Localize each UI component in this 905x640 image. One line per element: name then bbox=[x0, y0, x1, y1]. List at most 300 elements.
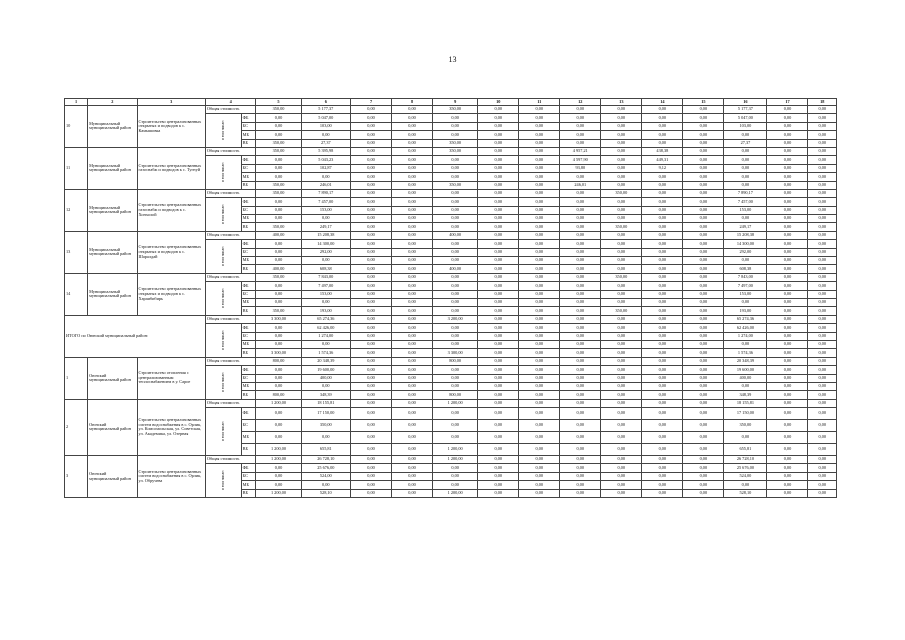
value-cell: 0,00 bbox=[808, 257, 837, 265]
funding-source-bs: БС bbox=[241, 420, 256, 432]
value-cell: 0,00 bbox=[560, 215, 601, 223]
value-cell: 0,00 bbox=[683, 382, 724, 390]
value-cell: 0,00 bbox=[433, 332, 478, 340]
value-cell: 0,00 bbox=[683, 340, 724, 348]
value-cell: 524,00 bbox=[301, 472, 350, 480]
value-cell: 0,00 bbox=[560, 223, 601, 231]
value-cell: 0,00 bbox=[519, 456, 560, 464]
value-cell: 0,00 bbox=[601, 432, 642, 444]
value-cell: 7 457,00 bbox=[724, 198, 767, 206]
value-cell: 0,00 bbox=[256, 215, 301, 223]
value-cell: 0,00 bbox=[601, 122, 642, 130]
value-cell: 0,00 bbox=[392, 164, 433, 172]
value-cell: 19 600,00 bbox=[724, 366, 767, 374]
value-cell: 0,00 bbox=[256, 432, 301, 444]
value-cell: 0,00 bbox=[256, 298, 301, 306]
value-cell: 5 047,00 bbox=[724, 114, 767, 122]
value-cell: 0,00 bbox=[724, 432, 767, 444]
value-cell: 0,00 bbox=[519, 206, 560, 214]
value-cell: 0,00 bbox=[767, 315, 808, 323]
value-cell: 1 200,00 bbox=[433, 489, 478, 497]
value-cell: 0,00 bbox=[519, 248, 560, 256]
value-cell: 0,00 bbox=[519, 290, 560, 298]
value-cell: 0,00 bbox=[560, 198, 601, 206]
value-cell: 0,00 bbox=[560, 173, 601, 181]
row-number: 13 bbox=[65, 231, 88, 273]
value-cell: 0,00 bbox=[808, 248, 837, 256]
value-cell: 0,00 bbox=[724, 340, 767, 348]
value-cell: 19 600,00 bbox=[301, 366, 350, 374]
value-cell: 0,00 bbox=[767, 122, 808, 130]
value-cell: 0,00 bbox=[642, 357, 683, 365]
value-cell: 0,00 bbox=[683, 231, 724, 239]
value-cell: 0,00 bbox=[601, 489, 642, 497]
value-cell: 7 843,00 bbox=[724, 273, 767, 281]
total-cost-label: Общая стоимость bbox=[205, 189, 255, 197]
value-cell: 103,00 bbox=[724, 122, 767, 130]
value-cell: 0,00 bbox=[767, 349, 808, 357]
value-cell: 0,00 bbox=[683, 164, 724, 172]
value-cell: 350,00 bbox=[256, 189, 301, 197]
total-label: ИТОГО по Оюнский муниципальный район: bbox=[65, 315, 206, 357]
value-cell: 0,00 bbox=[601, 198, 642, 206]
value-cell: 0,00 bbox=[642, 444, 683, 456]
value-cell: 0,00 bbox=[301, 382, 350, 390]
value-cell: 0,00 bbox=[601, 374, 642, 382]
value-cell: 0,00 bbox=[256, 206, 301, 214]
value-cell: 0,00 bbox=[808, 456, 837, 464]
value-cell: 350,00 bbox=[433, 139, 478, 147]
row-number: 10 bbox=[65, 106, 88, 148]
value-cell: 0,00 bbox=[392, 374, 433, 382]
value-cell: 0,00 bbox=[767, 257, 808, 265]
including-text: в том числе: bbox=[221, 371, 226, 392]
value-cell: 0,00 bbox=[560, 481, 601, 489]
value-cell: 0,00 bbox=[642, 399, 683, 407]
value-cell: 0,00 bbox=[392, 156, 433, 164]
value-cell: 0,00 bbox=[683, 464, 724, 472]
value-cell: 0,00 bbox=[601, 131, 642, 139]
value-cell: 0,00 bbox=[683, 324, 724, 332]
value-cell: 0,00 bbox=[560, 472, 601, 480]
including-label bbox=[205, 114, 241, 148]
including-text: в том числе: bbox=[221, 245, 226, 266]
value-cell: 0,00 bbox=[351, 340, 392, 348]
value-cell: 0,00 bbox=[683, 391, 724, 399]
value-cell: 7 457,00 bbox=[301, 198, 350, 206]
value-cell: 0,00 bbox=[392, 340, 433, 348]
project-name: Строительство централизованных систем водоснабжения в с. Орлик, ул. Комсомольская, ул. Советская, ул. Академика, ул. Озерная bbox=[137, 399, 205, 455]
value-cell: 0,00 bbox=[601, 444, 642, 456]
row-number: 2 bbox=[65, 399, 88, 455]
value-cell: 0,00 bbox=[478, 391, 519, 399]
value-cell: 0,00 bbox=[683, 223, 724, 231]
value-cell: 350,00 bbox=[256, 181, 301, 189]
funding-source-bs: БС bbox=[241, 248, 256, 256]
value-cell: 0,00 bbox=[808, 489, 837, 497]
value-cell: 0,00 bbox=[642, 257, 683, 265]
value-cell: 7 497,00 bbox=[724, 282, 767, 290]
value-cell: 0,00 bbox=[256, 340, 301, 348]
value-cell: 0,00 bbox=[519, 131, 560, 139]
value-cell: 18 155,81 bbox=[301, 399, 350, 407]
project-name: Строительство централизованных газоснабж и подводов к с. Хонхолой bbox=[137, 189, 205, 231]
including-text: в том числе: bbox=[221, 420, 226, 441]
value-cell: 0,00 bbox=[392, 464, 433, 472]
value-cell: 20 348,39 bbox=[724, 357, 767, 365]
value-cell: 0,00 bbox=[392, 273, 433, 281]
region-name: Муниципальный муниципальный район bbox=[88, 273, 137, 315]
value-cell: 0,00 bbox=[560, 420, 601, 432]
value-cell: 27,37 bbox=[724, 139, 767, 147]
value-cell: 0,00 bbox=[560, 432, 601, 444]
value-cell: 0,00 bbox=[642, 231, 683, 239]
value-cell: 0,00 bbox=[392, 290, 433, 298]
value-cell: 0,00 bbox=[392, 147, 433, 155]
value-cell: 0,00 bbox=[767, 189, 808, 197]
value-cell: 0,00 bbox=[642, 464, 683, 472]
including-label bbox=[205, 324, 241, 358]
value-cell: 350,00 bbox=[433, 147, 478, 155]
value-cell: 0,00 bbox=[560, 265, 601, 273]
region-name: Муниципальный муниципальный район bbox=[88, 106, 137, 148]
value-cell: 0,00 bbox=[478, 349, 519, 357]
value-cell: 0,00 bbox=[392, 332, 433, 340]
value-cell: 0,00 bbox=[519, 382, 560, 390]
column-header-7: 7 bbox=[351, 99, 392, 106]
value-cell: 0,00 bbox=[519, 399, 560, 407]
value-cell: 0,00 bbox=[560, 273, 601, 281]
value-cell: 0,00 bbox=[560, 374, 601, 382]
value-cell: 0,00 bbox=[767, 366, 808, 374]
value-cell: 0,00 bbox=[683, 265, 724, 273]
value-cell: 0,00 bbox=[433, 307, 478, 315]
value-cell: 0,00 bbox=[392, 122, 433, 130]
value-cell: 0,00 bbox=[433, 248, 478, 256]
column-header-6: 6 bbox=[301, 99, 350, 106]
value-cell: 0,00 bbox=[433, 173, 478, 181]
value-cell: 0,00 bbox=[560, 131, 601, 139]
value-cell: 0,00 bbox=[301, 215, 350, 223]
value-cell: 0,00 bbox=[642, 432, 683, 444]
value-cell: 0,00 bbox=[478, 265, 519, 273]
value-cell: 0,00 bbox=[808, 106, 837, 114]
value-cell: 350,00 bbox=[601, 223, 642, 231]
value-cell: 0,00 bbox=[519, 298, 560, 306]
row-number: 12 bbox=[65, 189, 88, 231]
column-header-11: 11 bbox=[519, 99, 560, 106]
value-cell: 0,00 bbox=[683, 366, 724, 374]
value-cell: 0,00 bbox=[433, 156, 478, 164]
value-cell: 20 348,39 bbox=[301, 357, 350, 365]
value-cell: 0,00 bbox=[808, 265, 837, 273]
funding-source-vb: ВБ bbox=[241, 265, 256, 273]
value-cell: 153,00 bbox=[301, 290, 350, 298]
project-name: Строительство централизованных открытых и подводов к с. Шаралдай bbox=[137, 231, 205, 273]
value-cell: 0,00 bbox=[392, 357, 433, 365]
value-cell: 0,00 bbox=[519, 282, 560, 290]
table-row bbox=[65, 106, 837, 114]
value-cell: 0,00 bbox=[351, 198, 392, 206]
value-cell: 0,00 bbox=[808, 290, 837, 298]
value-cell: 0,00 bbox=[392, 472, 433, 480]
value-cell: 0,00 bbox=[392, 106, 433, 114]
value-cell: 0,00 bbox=[478, 139, 519, 147]
value-cell: 0,00 bbox=[433, 290, 478, 298]
value-cell: 0,00 bbox=[808, 156, 837, 164]
value-cell: 0,00 bbox=[392, 307, 433, 315]
value-cell: 0,00 bbox=[478, 374, 519, 382]
value-cell: 0,00 bbox=[767, 324, 808, 332]
value-cell: 0,00 bbox=[433, 298, 478, 306]
value-cell: 449,31 bbox=[642, 156, 683, 164]
value-cell: 0,00 bbox=[560, 340, 601, 348]
value-cell: 193,00 bbox=[724, 307, 767, 315]
value-cell: 0,00 bbox=[808, 240, 837, 248]
value-cell: 0,00 bbox=[560, 349, 601, 357]
value-cell: 0,00 bbox=[808, 324, 837, 332]
value-cell: 0,00 bbox=[767, 332, 808, 340]
value-cell: 0,00 bbox=[724, 257, 767, 265]
funding-source-bs: БС bbox=[241, 374, 256, 382]
value-cell: 0,00 bbox=[256, 173, 301, 181]
value-cell: 608,38 bbox=[724, 265, 767, 273]
value-cell: 0,00 bbox=[601, 298, 642, 306]
value-cell: 0,00 bbox=[683, 206, 724, 214]
value-cell: 0,00 bbox=[351, 420, 392, 432]
value-cell: 400,00 bbox=[256, 231, 301, 239]
column-header-1: 1 bbox=[65, 99, 88, 106]
value-cell: 0,00 bbox=[478, 481, 519, 489]
value-cell: 0,00 bbox=[351, 324, 392, 332]
column-header-10: 10 bbox=[478, 99, 519, 106]
value-cell: 153,00 bbox=[724, 206, 767, 214]
value-cell: 0,00 bbox=[392, 382, 433, 390]
value-cell: 0,00 bbox=[642, 408, 683, 420]
value-cell: 400,00 bbox=[256, 265, 301, 273]
value-cell: 1 574,36 bbox=[301, 349, 350, 357]
value-cell: 0,00 bbox=[642, 315, 683, 323]
value-cell: 103,00 bbox=[301, 122, 350, 130]
value-cell: 0,00 bbox=[808, 444, 837, 456]
value-cell: 5 043,23 bbox=[301, 156, 350, 164]
value-cell: 7 843,00 bbox=[301, 273, 350, 281]
value-cell: 0,00 bbox=[560, 444, 601, 456]
value-cell: 0,00 bbox=[351, 240, 392, 248]
value-cell: 0,00 bbox=[392, 481, 433, 489]
value-cell: 0,00 bbox=[808, 189, 837, 197]
value-cell: 1 200,00 bbox=[256, 456, 301, 464]
value-cell: 0,00 bbox=[560, 298, 601, 306]
value-cell: 0,00 bbox=[256, 408, 301, 420]
value-cell: 0,00 bbox=[392, 139, 433, 147]
value-cell: 0,00 bbox=[351, 408, 392, 420]
value-cell: 0,00 bbox=[642, 215, 683, 223]
value-cell: 528,10 bbox=[724, 489, 767, 497]
value-cell: 0,00 bbox=[767, 382, 808, 390]
value-cell: 0,00 bbox=[642, 290, 683, 298]
value-cell: 0,00 bbox=[767, 198, 808, 206]
value-cell: 0,00 bbox=[808, 374, 837, 382]
value-cell: 0,00 bbox=[301, 173, 350, 181]
value-cell: 62 426,00 bbox=[301, 324, 350, 332]
value-cell: 0,00 bbox=[683, 420, 724, 432]
value-cell: 0,00 bbox=[392, 265, 433, 273]
funding-source-fb: ФБ bbox=[241, 366, 256, 374]
value-cell: 0,00 bbox=[256, 114, 301, 122]
value-cell: 0,00 bbox=[519, 181, 560, 189]
value-cell: 0,00 bbox=[519, 489, 560, 497]
value-cell: 0,00 bbox=[767, 290, 808, 298]
value-cell: 800,00 bbox=[256, 391, 301, 399]
value-cell: 27,37 bbox=[301, 139, 350, 147]
value-cell: 0,00 bbox=[392, 349, 433, 357]
value-cell: 0,00 bbox=[642, 265, 683, 273]
value-cell: 0,00 bbox=[433, 340, 478, 348]
value-cell: 65 274,36 bbox=[724, 315, 767, 323]
column-header-9: 9 bbox=[433, 99, 478, 106]
value-cell: 102,87 bbox=[301, 164, 350, 172]
value-cell: 0,00 bbox=[351, 298, 392, 306]
value-cell: 0,00 bbox=[301, 298, 350, 306]
value-cell: 0,00 bbox=[256, 131, 301, 139]
column-header-4: 4 bbox=[205, 99, 255, 106]
value-cell: 0,00 bbox=[767, 456, 808, 464]
value-cell: 0,00 bbox=[351, 173, 392, 181]
value-cell: 0,00 bbox=[478, 164, 519, 172]
value-cell: 0,00 bbox=[767, 298, 808, 306]
value-cell: 0,00 bbox=[478, 257, 519, 265]
value-cell: 0,00 bbox=[519, 156, 560, 164]
value-cell: 0,00 bbox=[767, 173, 808, 181]
value-cell: 0,00 bbox=[560, 332, 601, 340]
value-cell: 655,81 bbox=[724, 444, 767, 456]
value-cell: 249,17 bbox=[724, 223, 767, 231]
value-cell: 0,00 bbox=[392, 189, 433, 197]
value-cell: 0,00 bbox=[767, 391, 808, 399]
funding-source-mb: МБ bbox=[241, 382, 256, 390]
value-cell: 0,00 bbox=[351, 248, 392, 256]
value-cell: 0,00 bbox=[519, 357, 560, 365]
value-cell: 0,00 bbox=[478, 489, 519, 497]
funding-source-fb: ФБ bbox=[241, 240, 256, 248]
value-cell: 0,00 bbox=[301, 257, 350, 265]
value-cell: 0,00 bbox=[392, 489, 433, 497]
value-cell: 0,00 bbox=[642, 282, 683, 290]
value-cell: 246,01 bbox=[560, 181, 601, 189]
value-cell: 524,00 bbox=[724, 472, 767, 480]
value-cell: 0,00 bbox=[683, 156, 724, 164]
value-cell: 0,00 bbox=[351, 147, 392, 155]
value-cell: 0,00 bbox=[642, 382, 683, 390]
total-cost-label: Общая стоимость bbox=[205, 315, 255, 323]
value-cell: 0,00 bbox=[519, 189, 560, 197]
column-header-12: 12 bbox=[560, 99, 601, 106]
value-cell: 800,00 bbox=[433, 357, 478, 365]
value-cell: 0,00 bbox=[433, 273, 478, 281]
value-cell: 0,00 bbox=[642, 472, 683, 480]
value-cell: 0,00 bbox=[642, 349, 683, 357]
value-cell: 350,00 bbox=[724, 420, 767, 432]
value-cell: 0,00 bbox=[724, 298, 767, 306]
value-cell: 0,00 bbox=[767, 131, 808, 139]
value-cell: 0,00 bbox=[601, 481, 642, 489]
value-cell: 0,00 bbox=[683, 481, 724, 489]
value-cell: 0,00 bbox=[392, 181, 433, 189]
value-cell: 5 177,37 bbox=[301, 106, 350, 114]
value-cell: 0,00 bbox=[601, 265, 642, 273]
value-cell: 0,00 bbox=[560, 290, 601, 298]
including-text: в том числе: bbox=[221, 470, 226, 490]
value-cell: 0,00 bbox=[601, 147, 642, 155]
value-cell: 0,00 bbox=[560, 231, 601, 239]
value-cell: 26 728,10 bbox=[724, 456, 767, 464]
value-cell: 5 177,37 bbox=[724, 106, 767, 114]
value-cell: 0,00 bbox=[601, 114, 642, 122]
including-label bbox=[205, 464, 241, 498]
value-cell: 0,00 bbox=[808, 114, 837, 122]
value-cell: 0,00 bbox=[351, 432, 392, 444]
value-cell: 0,00 bbox=[601, 349, 642, 357]
value-cell: 0,00 bbox=[601, 173, 642, 181]
value-cell: 0,00 bbox=[601, 257, 642, 265]
value-cell: 0,00 bbox=[478, 240, 519, 248]
value-cell: 0,00 bbox=[724, 382, 767, 390]
value-cell: 0,00 bbox=[642, 248, 683, 256]
value-cell: 0,00 bbox=[808, 366, 837, 374]
value-cell: 0,00 bbox=[767, 420, 808, 432]
funding-source-mb: МБ bbox=[241, 432, 256, 444]
value-cell: 0,00 bbox=[519, 420, 560, 432]
value-cell: 7 890,17 bbox=[724, 189, 767, 197]
value-cell: 0,00 bbox=[767, 273, 808, 281]
value-cell: 153,00 bbox=[724, 290, 767, 298]
value-cell: 0,00 bbox=[433, 472, 478, 480]
value-cell: 0,00 bbox=[724, 164, 767, 172]
value-cell: 0,00 bbox=[808, 357, 837, 365]
value-cell: 0,00 bbox=[256, 198, 301, 206]
value-cell: 1 200,00 bbox=[433, 444, 478, 456]
total-cost-label: Общая стоимость bbox=[205, 147, 255, 155]
value-cell: 0,00 bbox=[767, 481, 808, 489]
project-name: Строительство отопления с централизованным теплоснабжением в у. Сарое bbox=[137, 357, 205, 399]
value-cell: 0,00 bbox=[683, 472, 724, 480]
value-cell: 0,00 bbox=[392, 282, 433, 290]
value-cell: 0,00 bbox=[351, 139, 392, 147]
value-cell: 0,00 bbox=[767, 340, 808, 348]
value-cell: 0,00 bbox=[433, 366, 478, 374]
value-cell: 0,00 bbox=[683, 432, 724, 444]
value-cell: 0,00 bbox=[519, 332, 560, 340]
value-cell: 0,00 bbox=[808, 181, 837, 189]
table-row bbox=[65, 147, 837, 155]
value-cell: 0,00 bbox=[560, 366, 601, 374]
table-row bbox=[65, 399, 837, 407]
value-cell: 0,00 bbox=[433, 420, 478, 432]
value-cell: 0,00 bbox=[560, 240, 601, 248]
value-cell: 17 150,00 bbox=[301, 408, 350, 420]
table-row bbox=[65, 273, 837, 281]
value-cell: 0,00 bbox=[351, 456, 392, 464]
value-cell: 0,00 bbox=[560, 189, 601, 197]
value-cell: 0,00 bbox=[433, 223, 478, 231]
value-cell: 0,00 bbox=[301, 131, 350, 139]
value-cell: 0,00 bbox=[767, 206, 808, 214]
value-cell: 0,00 bbox=[808, 408, 837, 420]
value-cell: 0,00 bbox=[642, 139, 683, 147]
value-cell: 0,00 bbox=[808, 198, 837, 206]
value-cell: 0,00 bbox=[256, 248, 301, 256]
